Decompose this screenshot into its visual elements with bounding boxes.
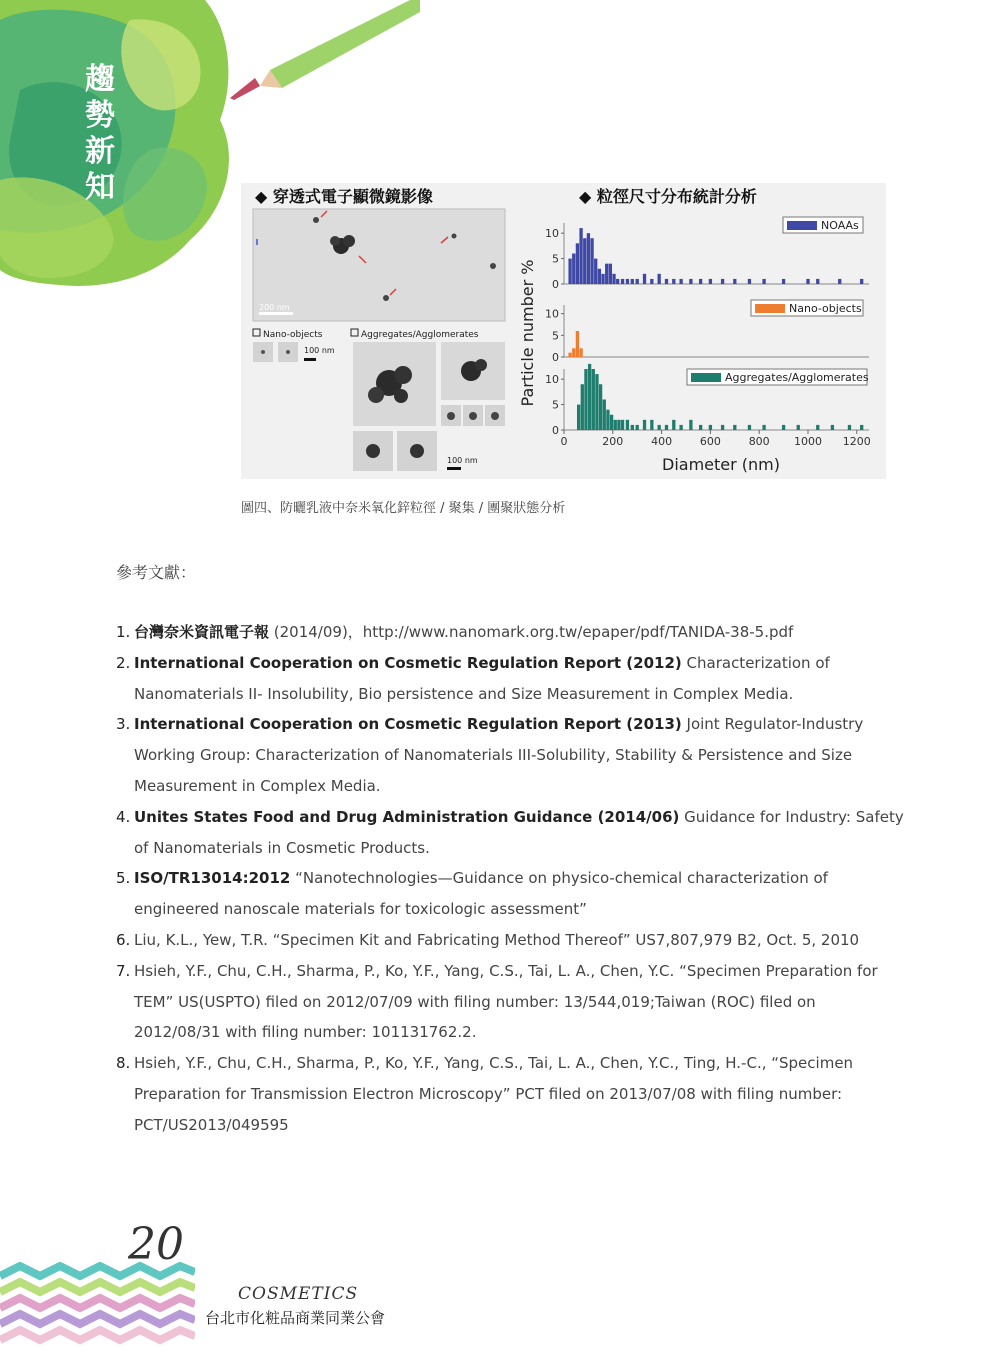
tem-scale-agg: 100 nm — [447, 456, 478, 465]
histogram-bar — [709, 425, 712, 430]
section-title-char: 勢 — [85, 98, 115, 133]
histogram-bar — [614, 420, 617, 430]
x-tick-label: 400 — [651, 435, 673, 448]
histogram-bar — [848, 425, 851, 430]
references-list — [116, 617, 906, 1141]
histogram-bar — [579, 228, 582, 284]
histogram-bar — [626, 279, 629, 284]
histogram-bar — [665, 279, 668, 284]
histogram-bar — [631, 279, 634, 284]
x-tick-label: 200 — [602, 435, 624, 448]
histogram-bar — [598, 269, 601, 284]
histogram-bar — [612, 274, 615, 284]
histogram-bar — [782, 425, 785, 430]
legend-label: Aggregates/Agglomerates — [725, 371, 869, 384]
reference-item — [116, 925, 906, 956]
histogram-bar — [572, 254, 575, 285]
histogram-bar — [583, 238, 586, 284]
x-tick-label: 600 — [699, 435, 721, 448]
reference-source: ISO/TR13014:2012 — [134, 869, 291, 888]
legend-label: Nano-objects — [789, 302, 862, 315]
section-title-vertical — [82, 62, 118, 206]
reference-text: (2014/09)，http://www.nanomark.org.tw/epaper/pdf/TANIDA-38-5.pdf — [269, 623, 794, 641]
histogram-bar — [806, 279, 809, 284]
reference-text: Hsieh, Y.F., Chu, C.H., Sharma, P., Ko, Y.F., Yang, C.S., Tai, L. A., Chen, Y.C., Ting, H.-C., “Specimen Preparation for Transmission Electron Microscopy” PCT filed on 2013/07/08 with filing number: PCT/US2013/049595 — [134, 1054, 854, 1134]
histogram-bar — [636, 425, 639, 430]
section-title-char: 新 — [85, 134, 115, 169]
reference-source: International Cooperation on Cosmetic Regulation Report (2012) — [134, 653, 682, 672]
histogram-bar — [672, 420, 675, 430]
histogram-bar — [588, 364, 591, 430]
histogram-bar — [610, 415, 613, 430]
histogram-bar — [587, 233, 590, 284]
histogram-bar — [592, 369, 595, 430]
histogram-bar — [689, 279, 692, 284]
legend-swatch — [691, 373, 721, 382]
reference-text: Characterization of Nanomaterials II- Insolubility, Bio persistence and Size Measurement in Complex Media. — [134, 653, 830, 703]
histogram-bar — [609, 264, 612, 284]
brand-name: COSMETICS — [238, 1284, 359, 1304]
reference-source: International Cooperation on Cosmetic Regulation Report (2013) — [134, 715, 682, 734]
histogram-bar — [762, 425, 765, 430]
histogram-bar — [797, 425, 800, 430]
reference-number: 5. — [116, 869, 131, 888]
reference-number: 1. — [116, 623, 131, 641]
chart-heading: ◆ 粒徑尺寸分布統計分析 — [579, 187, 757, 206]
histogram-bar — [621, 279, 624, 284]
association-name: 台北市化粧品商業同業公會 — [205, 1309, 386, 1327]
reference-source: 台灣奈米資訊電子報 — [134, 623, 270, 641]
histogram-bar — [577, 405, 580, 430]
reference-number: 6. — [116, 930, 131, 949]
reference-number: 2. — [116, 653, 131, 672]
histogram-bar — [689, 420, 692, 430]
reference-text: Hsieh, Y.F., Chu, C.H., Sharma, P., Ko, Y.F., Yang, C.S., Tai, L. A., Chen, Y.C. “Specimen Preparation for TEM” US(USPTO) filed on 2012/07/09 with filing number: 13/544,019;Taiwan (ROC) filed on 2012/08/31 with filing number: 101131762.2. — [134, 961, 878, 1042]
histogram-bar — [579, 348, 582, 357]
histogram-bar — [860, 425, 863, 430]
histogram-bar — [816, 279, 819, 284]
histogram-bar — [679, 425, 682, 430]
tem-legend-nano: Nano-objects — [263, 330, 323, 340]
figure-caption: 圖四、防曬乳液中奈米氧化鋅粒徑 / 聚集 / 團聚狀態分析 — [241, 501, 566, 516]
page-number: 20 — [128, 1219, 184, 1270]
x-tick-label: 1000 — [794, 435, 822, 448]
figure-svg — [241, 183, 886, 479]
histogram-bar — [621, 420, 624, 430]
histogram-bar — [699, 425, 702, 430]
reference-item — [116, 802, 906, 864]
reference-text: Guidance for Industry: Safety of Nanomaterials in Cosmetic Products. — [134, 807, 904, 857]
legend-label: NOAAs — [821, 219, 859, 232]
histogram-bar — [709, 279, 712, 284]
histogram-bar — [679, 279, 682, 284]
histogram-bar — [672, 279, 675, 284]
reference-number: 7. — [116, 961, 131, 980]
histogram-bar — [616, 279, 619, 284]
histogram-bar — [733, 425, 736, 430]
reference-text: Liu, K.L., Yew, T.R. “Specimen Kit and Fabricating Method Thereof” US7,807,979 B2, Oct. 5, 2010 — [134, 930, 860, 949]
histogram-bar — [831, 425, 834, 430]
histogram-bar — [762, 279, 765, 284]
reference-item — [116, 956, 906, 1048]
histogram-bar — [568, 353, 571, 357]
histogram-bar — [617, 420, 620, 430]
histogram-bar — [650, 420, 653, 430]
tem-main-image — [253, 209, 505, 321]
histogram-bar — [721, 425, 724, 430]
histogram-bar — [658, 274, 661, 284]
histogram-chart — [518, 217, 871, 474]
y-tick-label: 0 — [552, 278, 559, 291]
histogram-bar — [699, 279, 702, 284]
y-axis-label: Particle number % — [518, 259, 537, 407]
references-heading: 參考文獻： — [116, 563, 197, 582]
histogram-bar — [838, 279, 841, 284]
histogram-bar — [643, 274, 646, 284]
y-tick-label: 5 — [552, 398, 559, 412]
histogram-bar — [860, 279, 863, 284]
tem-heading: ◆ 穿透式電子顯微鏡影像 — [255, 187, 433, 206]
histogram-bar — [665, 425, 668, 430]
reference-number: 3. — [116, 715, 131, 734]
reference-item — [116, 1048, 906, 1140]
y-tick-label: 0 — [552, 424, 559, 437]
x-tick-label: 0 — [560, 435, 568, 448]
x-tick-label: 800 — [748, 435, 770, 448]
histogram-bar — [590, 238, 593, 284]
y-tick-label: 0 — [552, 351, 559, 364]
tem-scale-main: 200 nm — [259, 303, 290, 312]
histogram-bar — [595, 374, 598, 430]
pen-decoration — [220, 0, 420, 110]
histogram-bar — [576, 243, 579, 284]
histogram-bar — [594, 259, 597, 284]
tem-agg-thumbs — [353, 342, 505, 471]
histogram-bar — [636, 279, 639, 284]
reference-source: Unites States Food and Drug Administration Guidance (2014/06) — [134, 807, 680, 826]
reference-text: “Nanotechnologies—Guidance on physico-chemical characterization of engineered nanoscale materials for toxicologic assessment” — [134, 869, 828, 919]
histogram-bar — [599, 384, 602, 430]
y-tick-label: 10 — [545, 307, 559, 321]
histogram-bar — [782, 279, 785, 284]
y-tick-label: 5 — [552, 329, 559, 343]
reference-item — [116, 709, 906, 801]
y-tick-label: 5 — [552, 252, 559, 266]
legend-swatch — [787, 221, 817, 230]
reference-item — [116, 617, 906, 648]
reference-number: 4. — [116, 807, 131, 826]
histogram-bar — [748, 425, 751, 430]
x-tick-label: 1200 — [842, 435, 871, 448]
histogram-bar — [631, 425, 634, 430]
zigzag-decoration — [0, 1262, 195, 1359]
histogram-bar — [572, 348, 575, 357]
reference-number: 8. — [116, 1054, 131, 1073]
histogram-bar — [581, 384, 584, 430]
section-title-char: 知 — [85, 170, 115, 205]
histogram-bar — [626, 420, 629, 430]
reference-item — [116, 863, 906, 925]
tem-legend-agg: Aggregates/Agglomerates — [361, 330, 479, 340]
histogram-bar — [721, 279, 724, 284]
histogram-bar — [643, 420, 646, 430]
figure-panel — [241, 183, 886, 479]
histogram-bar — [603, 400, 606, 431]
y-tick-label: 10 — [545, 227, 559, 241]
histogram-bar — [733, 279, 736, 284]
histogram-bar — [650, 279, 653, 284]
reference-text: Joint Regulator-Industry Working Group: Characterization of Nanomaterials III-Solubility, Stability & Persistence and Size Measurement in Complex Media. — [134, 715, 864, 795]
histogram-bar — [748, 279, 751, 284]
histogram-bar — [568, 259, 571, 284]
histogram-bar — [605, 264, 608, 284]
histogram-bar — [576, 331, 579, 357]
section-title-char: 趨 — [85, 62, 115, 97]
x-axis-label: Diameter (nm) — [662, 455, 780, 474]
y-tick-label: 10 — [545, 373, 559, 387]
tem-scale-nano: 100 nm — [304, 346, 335, 355]
histogram-bar — [816, 425, 819, 430]
reference-item — [116, 648, 906, 710]
histogram-bar — [584, 369, 587, 430]
histogram-bar — [606, 410, 609, 430]
histogram-bar — [601, 274, 604, 284]
histogram-bar — [658, 425, 661, 430]
legend-swatch — [755, 304, 785, 313]
